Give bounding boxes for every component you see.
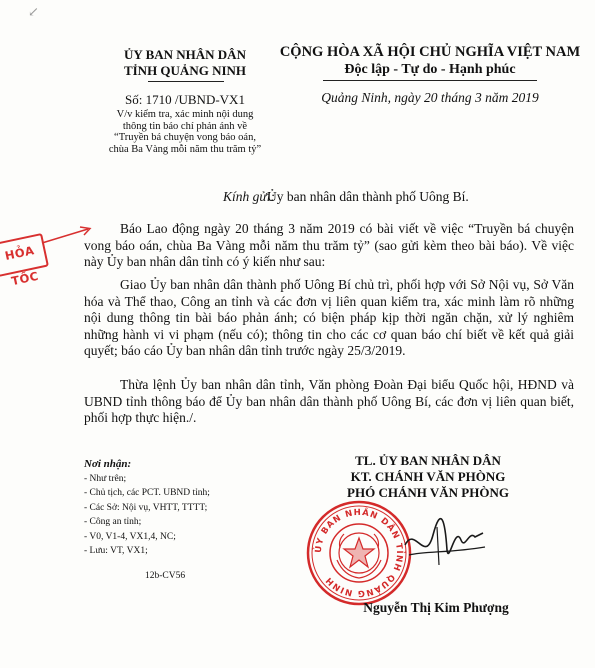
signer-name: Nguyễn Thị Kim Phượng xyxy=(363,600,509,615)
list-item: - Như trên; xyxy=(84,474,127,484)
list-item: - Lưu: VT, VX1; xyxy=(84,546,148,557)
recipients-list xyxy=(84,472,304,558)
signature-authority-line2: KT. CHÁNH VĂN PHÒNG xyxy=(350,469,506,484)
subject-line: V/v kiểm tra, xác minh nội dung xyxy=(116,109,254,120)
subject-line: “Truyền bá chuyện vong báo oán, xyxy=(114,132,256,143)
urgent-stamp: HỎA TỐC xyxy=(0,233,49,277)
motto-underline xyxy=(323,80,537,81)
corner-mark-icon: ↙ xyxy=(28,4,39,19)
subject-line: thông tin báo chí phản ánh về xyxy=(122,120,248,132)
place-and-date: Quảng Ninh, ngày 20 tháng 3 năm 2019 xyxy=(321,90,539,105)
signature-authority-line3: PHÓ CHÁNH VĂN PHÒNG xyxy=(347,485,509,500)
body-paragraph-3: Thừa lệnh Ủy ban nhân dân tỉnh, Văn phòng Đoàn Đại biểu Quốc hội, HĐND và UBND tỉnh thông báo để Ủy ban nhân dân thành phố Uông Bí, các đơn vị liên quan biết, phối hợp thực hiện./. xyxy=(84,377,574,426)
signature-authority-line1: TL. ỦY BAN NHÂN DÂN xyxy=(355,453,501,468)
subject-line: chùa Ba Vàng mỗi năm thu trăm tỷ” xyxy=(108,143,262,155)
list-item: - Chủ tịch, các PCT. UBND tỉnh; xyxy=(84,488,210,499)
national-motto: Độc lập - Tự do - Hạnh phúc xyxy=(344,62,516,77)
seal-text: ỦY BAN NHÂN DÂN TỈNH QUẢNG NINH xyxy=(313,507,405,599)
recipient-label: Kính gửi: xyxy=(223,189,275,204)
list-item: - Các Sở: Nội vụ, VHTT, TTTT; xyxy=(84,502,208,513)
document-subject xyxy=(85,109,285,155)
body-paragraph-2: Giao Ủy ban nhân dân thành phố Uông Bí chủ trì, phối hợp với Sở Nội vụ, Sở Văn hóa và Thể thao, Công an tỉnh và các đơn vị liên quan kiểm tra, xác minh làm rõ những nội dung thông tin bài báo phản ánh; có biện pháp kịp thời ngăn chặn, xử lý nghiêm những hành vi vi phạm (nếu có); thông tin cho các cơ quan báo chí biết về kết quả giải quyết; báo cáo Ủy ban nhân dân tỉnh trước ngày 25/3/2019. xyxy=(84,277,574,359)
body-paragraph-1: Báo Lao động ngày 20 tháng 3 năm 2019 có bài viết về việc “Truyền bá chuyện vong báo oán, chùa Ba Vàng mỗi năm thu trăm tỷ” (sao gửi kèm theo bài báo). Về việc này Ủy ban nhân dân tỉnh có ý kiến như sau: xyxy=(84,221,574,270)
document-number: Số: 1710 /UBND-VX1 xyxy=(125,92,245,107)
issuing-org-line1: ỦY BAN NHÂN DÂN xyxy=(124,47,246,62)
org-underline xyxy=(148,81,224,82)
recipient-name: Ủy ban nhân dân thành phố Uông Bí. xyxy=(267,189,469,204)
national-title: CỘNG HÒA XÃ HỘI CHỦ NGHĨA VIỆT NAM xyxy=(279,44,581,60)
archive-code: 12b-CV56 xyxy=(145,571,186,581)
list-item: - Công an tỉnh; xyxy=(84,517,142,528)
list-item: - V0, V1-4, VX1,4, NC; xyxy=(84,531,176,542)
handwritten-signature-icon xyxy=(395,515,490,575)
recipients-list-title: Nơi nhận: xyxy=(84,458,132,470)
issuing-org-line2: TỈNH QUẢNG NINH xyxy=(123,63,247,78)
